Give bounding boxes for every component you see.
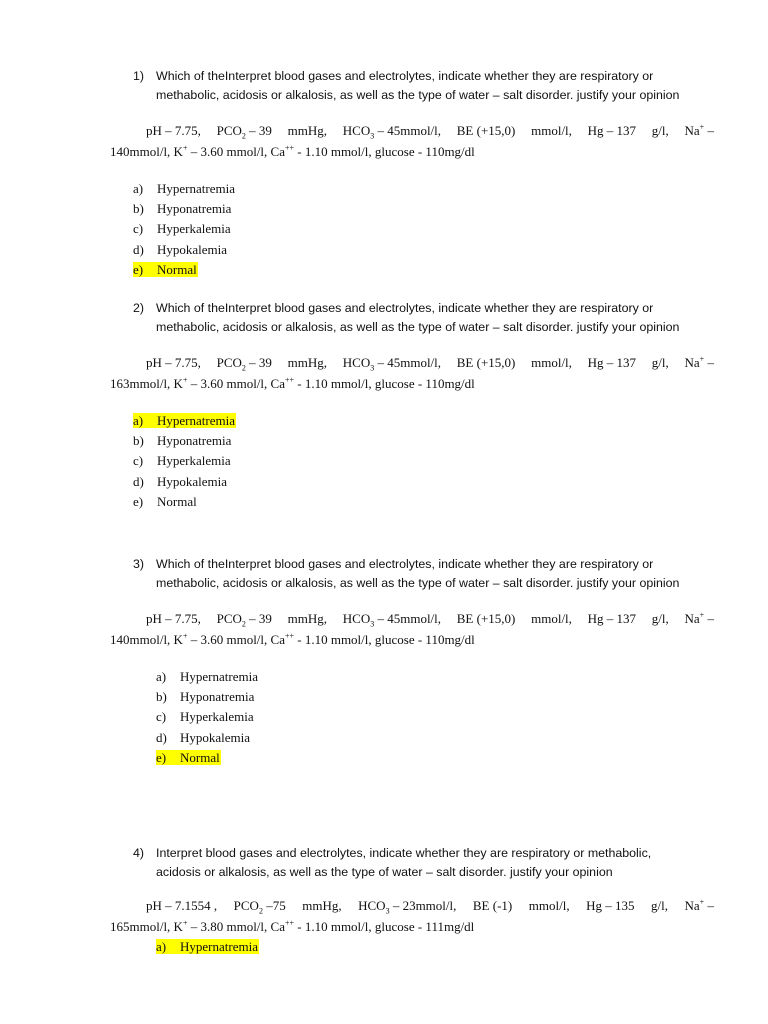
option-b[interactable]: b) Hyponatremia [133, 201, 232, 217]
hg-value: Hg – 135 [586, 898, 635, 913]
be-value: BE (+15,0) [456, 611, 516, 626]
be-value: BE (+15,0) [456, 355, 516, 370]
na-value: Na+ – [684, 354, 714, 370]
option-c[interactable]: c) Hyperkalemia [133, 221, 231, 237]
option-a[interactable]: a) Hypernatremia [156, 669, 258, 684]
option-e-highlighted[interactable]: e) Normal [133, 261, 197, 277]
na-value: Na+ – [684, 897, 714, 913]
na-value: Na+ – [684, 610, 714, 626]
lab-values [110, 352, 714, 394]
option-b[interactable]: b) Hyponatremia [133, 433, 232, 449]
lab-values-line-2: 165mmol/l, K+ – 3.80 mmol/l, Ca++ - 1.10 mmol/l, glucose - 111mg/dl [110, 918, 475, 934]
lab-values-line-1 [110, 352, 714, 373]
hg-value: Hg – 137 [587, 611, 637, 626]
lab-values-line-2: 140mmol/l, K+ – 3.60 mmol/l, Ca++ - 1.10 mmol/l, glucose - 110mg/dl [110, 631, 475, 647]
question-text-line-2: methabolic, acidosis or alkalosis, as well as the type of water – salt disorder. justify your opinion [156, 88, 680, 102]
question-1 [0, 67, 768, 280]
be-unit: mmol/l, [531, 355, 572, 370]
question-text-line-2: methabolic, acidosis or alkalosis, as well as the type of water – salt disorder. justify your opinion [156, 320, 680, 334]
option-b[interactable]: b) Hyponatremia [156, 689, 255, 705]
hco3-value: $HCO_3$ – 23mmol/l, [358, 898, 457, 916]
question-text-line-2: acidosis or alkalosis, as well as the type of water – salt disorder. justify your opinion [156, 865, 613, 879]
question-2 [0, 299, 768, 512]
lab-values-line-1 [110, 608, 714, 629]
be-unit: mmol/l, [531, 123, 572, 138]
pco2-value: $PCO_2 - 39$ [216, 355, 272, 373]
ph-value: pH – 7.75, [146, 123, 201, 138]
hg-value: Hg – 137 [587, 123, 637, 138]
be-unit: mmol/l, [528, 898, 570, 913]
option-d[interactable]: d) Hypokalemia [133, 473, 228, 489]
na-value: Na+ – [684, 122, 714, 138]
question-text-line-1: Which of theInterpret blood gases and electrolytes, indicate whether they are respiratory or [156, 557, 654, 571]
pco2-unit: mmHg, [302, 898, 342, 913]
ph-value: pH – 7.75, [146, 611, 201, 626]
hg-value: Hg – 137 [587, 355, 637, 370]
hco3-value: $HCO_3$ – 45mmol/l, [342, 355, 442, 373]
question-number: 1) [133, 69, 145, 83]
question-3 [0, 555, 768, 768]
question-4 [0, 844, 768, 957]
answer-options [133, 411, 768, 512]
question-text [133, 844, 723, 882]
hco3-value: $HCO_3$ – 45mmol/l, [342, 611, 442, 629]
question-number: 3) [133, 557, 145, 571]
question-number: 2) [133, 301, 145, 315]
option-e[interactable]: e) Normal [133, 493, 197, 509]
pco2-unit: mmHg, [287, 355, 328, 370]
lab-values [110, 120, 714, 162]
lab-values-line-1 [110, 895, 714, 916]
lab-values-line-2: 140mmol/l, K+ – 3.60 mmol/l, Ca++ - 1.10 mmol/l, glucose - 110mg/dl [110, 143, 475, 159]
option-a-highlighted[interactable]: a) Hypernatremia [133, 413, 235, 428]
lab-values-line-1 [110, 120, 714, 141]
hg-unit: g/l, [651, 355, 669, 370]
option-d[interactable]: d) Hypokalemia [156, 729, 251, 745]
be-value: BE (+15,0) [456, 123, 516, 138]
pco2-value: $PCO_2 - 39$ [216, 123, 272, 141]
option-d[interactable]: d) Hypokalemia [133, 241, 228, 257]
lab-values [110, 895, 714, 937]
option-e-highlighted[interactable]: e) Normal [156, 749, 220, 765]
ph-value: pH – 7.75, [146, 355, 201, 370]
hg-unit: g/l, [651, 898, 668, 913]
option-a-highlighted[interactable]: a) Hypernatremia [156, 939, 258, 954]
answer-options [133, 179, 768, 280]
hg-unit: g/l, [651, 123, 669, 138]
option-a[interactable]: a) Hypernatremia [133, 181, 235, 196]
question-text-line-1: Which of theInterpret blood gases and electrolytes, indicate whether they are respiratory or [156, 301, 654, 315]
option-c[interactable]: c) Hyperkalemia [133, 453, 231, 469]
answer-options [156, 667, 768, 768]
question-text [133, 299, 723, 337]
pco2-unit: mmHg, [287, 123, 328, 138]
pco2-unit: mmHg, [287, 611, 328, 626]
hco3-value: $HCO_3$ – 45mmol/l, [342, 123, 442, 141]
be-unit: mmol/l, [531, 611, 572, 626]
question-text-line-1: Interpret blood gases and electrolytes, indicate whether they are respiratory or methabolic, [156, 846, 652, 860]
question-text-line-1: Which of theInterpret blood gases and electrolytes, indicate whether they are respiratory or [156, 69, 654, 83]
lab-values-line-2: 163mmol/l, K+ – 3.60 mmol/l, Ca++ - 1.10 mmol/l, glucose - 110mg/dl [110, 375, 475, 391]
ph-value: pH – 7.1554 , [146, 898, 218, 913]
pco2-value: $PCO_2$ –75 [233, 898, 286, 916]
pco2-value: $PCO_2 - 39$ [216, 611, 272, 629]
question-number: 4) [133, 846, 145, 860]
answer-options [156, 937, 768, 957]
option-c[interactable]: c) Hyperkalemia [156, 709, 254, 725]
be-value: BE (-1) [472, 898, 513, 913]
hg-unit: g/l, [651, 611, 669, 626]
question-text [133, 555, 723, 593]
question-text [133, 67, 723, 105]
lab-values [110, 608, 714, 650]
question-text-line-2: methabolic, acidosis or alkalosis, as well as the type of water – salt disorder. justify your opinion [156, 576, 680, 590]
